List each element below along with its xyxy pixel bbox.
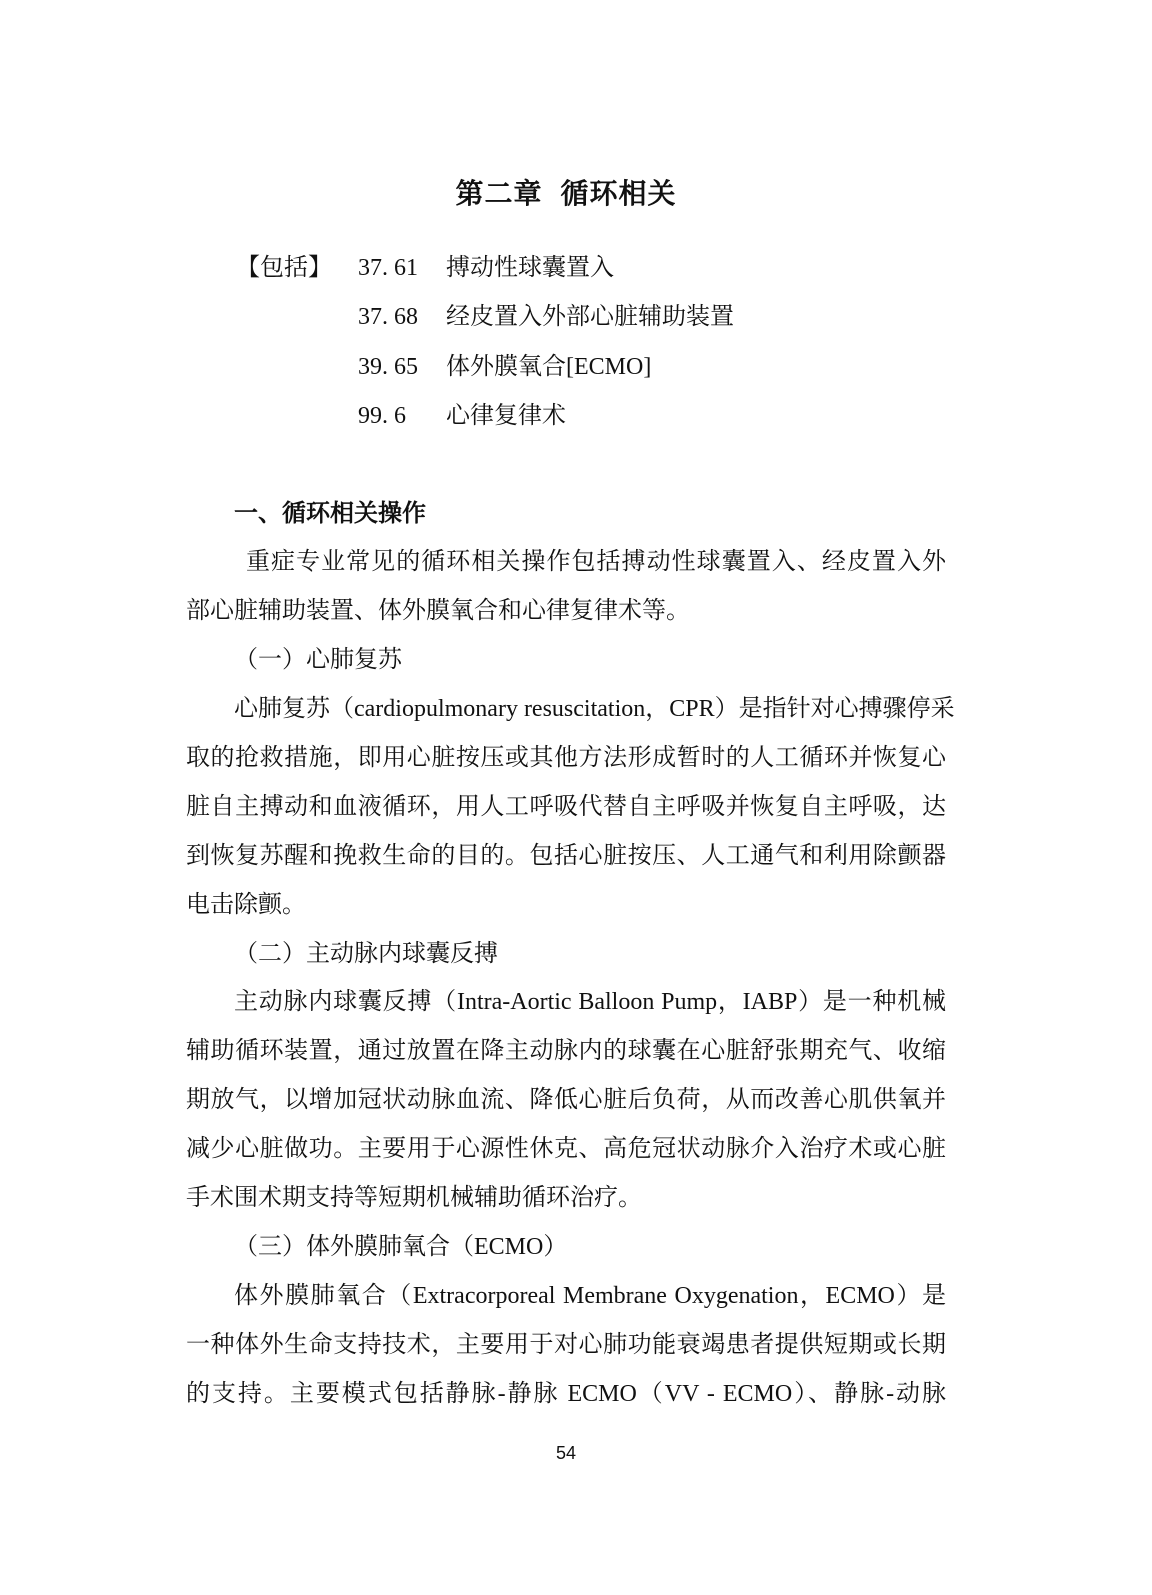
paragraph-line: 重症专业常见的循环相关操作包括搏动性球囊置入、经皮置入外	[246, 549, 946, 576]
subsection-heading: （一）心肺复苏	[234, 647, 402, 674]
paragraph-line: 心肺复苏（cardiopulmonary resuscitation，CPR）是指针对心搏骤停采	[234, 696, 955, 723]
paragraph-line: 到恢复苏醒和挽救生命的目的。包括心脏按压、人工通气和利用除颤器	[186, 842, 946, 869]
main-content	[186, 490, 955, 1419]
includes-row	[236, 244, 936, 293]
paragraph-line: 体外膜肺氧合（Extracorporeal Membrane Oxygenation，ECMO）是	[234, 1282, 946, 1309]
procedure-code: 37. 68	[358, 304, 418, 331]
paragraph-line: 脏自主搏动和血液循环，用人工呼吸代替自主呼吸并恢复自主呼吸，达	[186, 793, 946, 820]
paragraph-line: 主动脉内球囊反搏（Intra-Aortic Balloon Pump，IABP）是一种机械	[234, 989, 946, 1016]
paragraph-line: 辅助循环装置，通过放置在降主动脉内的球囊在心脏舒张期充气、收缩	[186, 1038, 946, 1065]
subsection-heading: （三）体外膜肺氧合（ECMO）	[234, 1233, 568, 1260]
paragraph-line: 部心脏辅助装置、体外膜氧合和心律复律术等。	[186, 598, 690, 625]
paragraph-line: 减少心脏做功。主要用于心源性休克、高危冠状动脉介入治疗术或心脏	[186, 1136, 946, 1163]
page-number: 54	[555, 1443, 577, 1463]
paragraph-line: 的支持。主要模式包括静脉-静脉 ECMO（VV - ECMO）、静脉-动脉	[186, 1380, 946, 1407]
procedure-code: 37. 61	[358, 255, 418, 281]
procedure-name: 心律复律术	[446, 402, 566, 429]
procedure-code: 99. 6	[358, 402, 406, 429]
procedure-name: 搏动性球囊置入	[446, 255, 614, 281]
chapter-title: 第二章 循环相关	[455, 179, 677, 210]
includes-label: 【包括】	[236, 255, 332, 281]
paragraph-line: 手术围术期支持等短期机械辅助循环治疗。	[186, 1184, 642, 1211]
includes-row	[236, 293, 936, 342]
subsection-heading: （二）主动脉内球囊反搏	[234, 940, 498, 967]
procedure-code: 39. 65	[358, 353, 418, 380]
includes-block	[236, 244, 936, 441]
procedure-name: 经皮置入外部心脏辅助装置	[446, 304, 734, 331]
paragraph-line: 取的抢救措施，即用心脏按压或其他方法形成暂时的人工循环并恢复心	[186, 744, 946, 771]
paragraph-line: 电击除颤。	[186, 891, 306, 918]
includes-row	[236, 343, 936, 392]
paragraph-line: 一种体外生命支持技术，主要用于对心肺功能衰竭患者提供短期或长期	[186, 1331, 946, 1358]
procedure-name: 体外膜氧合[ECMO]	[446, 353, 652, 380]
paragraph-line: 期放气，以增加冠状动脉血流、降低心脏后负荷，从而改善心肌供氧并	[186, 1087, 946, 1114]
includes-row	[236, 392, 936, 441]
section-heading: 一、循环相关操作	[234, 500, 426, 527]
